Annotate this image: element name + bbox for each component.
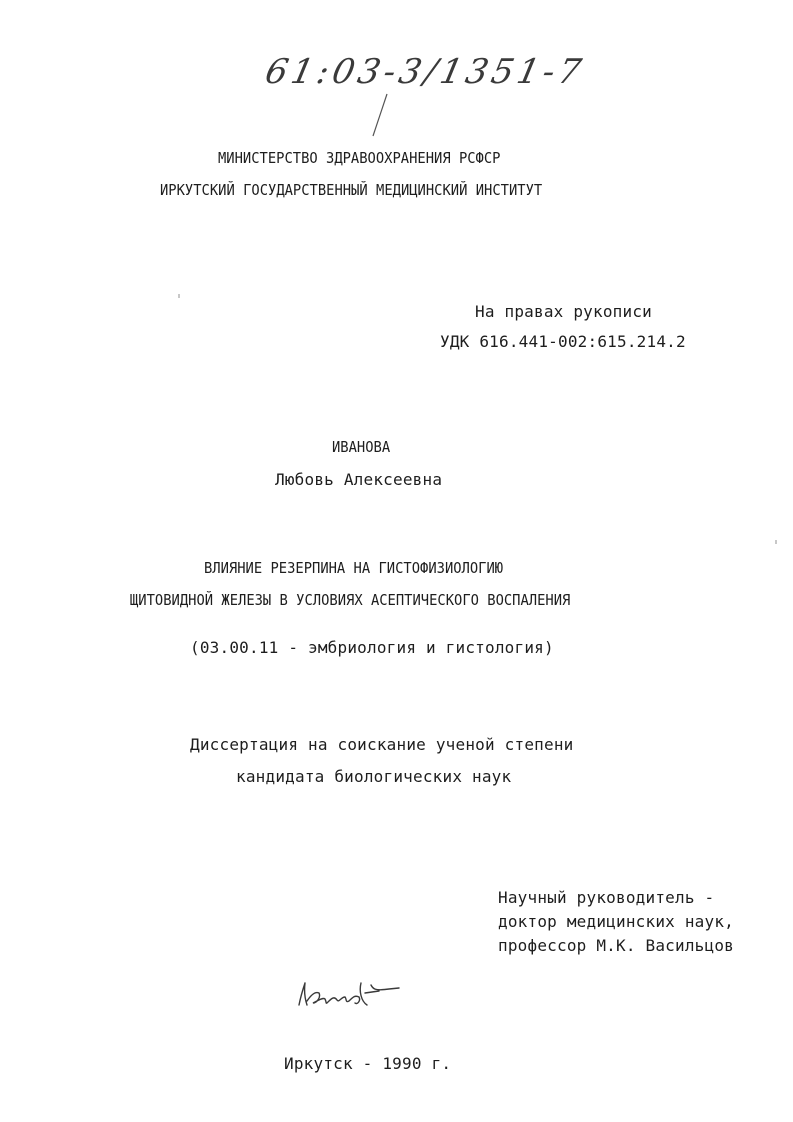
thesis-title-line-1: ВЛИЯНИЕ РЕЗЕРПИНА НА ГИСТОФИЗИОЛОГИЮ (204, 559, 504, 577)
institute-heading: ИРКУТСКИЙ ГОСУДАРСТВЕННЫЙ МЕДИЦИНСКИЙ ИНСТИТУТ (160, 181, 543, 199)
supervisor-line-3: профессор М.К. Васильцов (498, 936, 734, 955)
manuscript-rights-note: На правах рукописи (475, 302, 652, 321)
author-given-names: Любовь Алексеевна (275, 470, 443, 489)
degree-line-1: Диссертация на соискание ученой степени (190, 735, 574, 754)
scan-speck (775, 540, 777, 544)
place-and-year: Иркутск - 1990 г. (284, 1054, 452, 1073)
thesis-title-line-2: ЩИТОВИДНОЙ ЖЕЛЕЗЫ В УСЛОВИЯХ АСЕПТИЧЕСКОГО ВОСПАЛЕНИЯ (130, 591, 571, 609)
supervisor-line-1: Научный руководитель - (498, 888, 715, 907)
archive-mark: 61:03-3/1351-7 (261, 52, 589, 92)
author-signature (295, 975, 405, 1015)
degree-line-2: кандидата биологических наук (236, 767, 512, 786)
specialty-code: (03.00.11 - эмбриология и гистология) (190, 638, 554, 657)
scan-speck (178, 294, 180, 298)
archive-mark-slash (369, 92, 389, 138)
ministry-heading: МИНИСТЕРСТВО ЗДРАВООХРАНЕНИЯ РСФСР (218, 149, 501, 167)
author-surname: ИВАНОВА (332, 438, 391, 456)
supervisor-line-2: доктор медицинских наук, (498, 912, 734, 931)
udc-code: УДК 616.441-002:615.214.2 (440, 332, 686, 351)
